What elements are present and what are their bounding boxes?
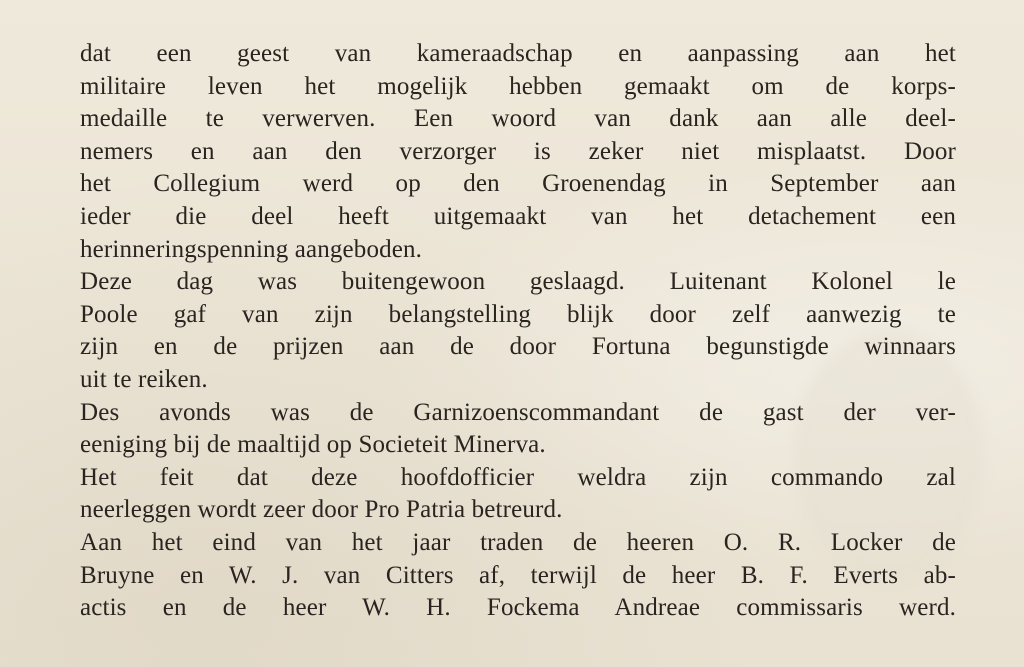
paragraph-dag	[80, 266, 956, 396]
text-line: nemers en aan den verzorger is zeker niet misplaatst. Door	[80, 137, 956, 165]
text-line: Aan het eind van het jaar traden de heeren O. R. Locker de	[80, 528, 956, 556]
paragraph-hoofdofficier	[80, 462, 956, 527]
text-line: Deze dag was buitengewoon geslaagd. Luitenant Kolonel le	[80, 268, 956, 296]
text-line: medaille te verwerven. Een woord van dank aan alle deel-	[80, 105, 956, 133]
text-line: zijn en de prijzen aan de door Fortuna begunstigde winnaars	[80, 333, 956, 361]
text-line: Des avonds was de Garnizoenscommandant de gast der ver-	[80, 398, 956, 426]
text-line: dat een geest van kameraadschap en aanpassing aan het	[80, 40, 956, 67]
text-line: militaire leven het mogelijk hebben gemaakt om de korps-	[80, 72, 956, 100]
text-line: neerleggen wordt zeer door Pro Patria betreurd.	[80, 496, 563, 524]
text-line: herinneringspenning aangeboden.	[80, 235, 423, 263]
text-line: ieder die deel heeft uitgemaakt van het detachement een	[80, 202, 956, 230]
paragraph-detachement	[80, 38, 956, 266]
text-line: uit te reiken.	[80, 365, 208, 393]
text-line: het Collegium werd op den Groenendag in September aan	[80, 170, 956, 198]
text-line: eeniging bij de maaltijd op Societeit Minerva.	[80, 431, 546, 459]
text-line: Het feit dat deze hoofdofficier weldra zijn commando zal	[80, 463, 956, 491]
body-text	[80, 38, 956, 625]
text-line: actis en de heer W. H. Fockema Andreae commissaris werd.	[80, 594, 956, 622]
paragraph-bestuur	[80, 527, 956, 625]
paragraph-avonds	[80, 397, 956, 462]
text-line: Poole gaf van zijn belangstelling blijk door zelf aanwezig te	[80, 300, 956, 328]
text-line: Bruyne en W. J. van Citters af, terwijl de heer B. F. Everts ab-	[80, 561, 956, 589]
